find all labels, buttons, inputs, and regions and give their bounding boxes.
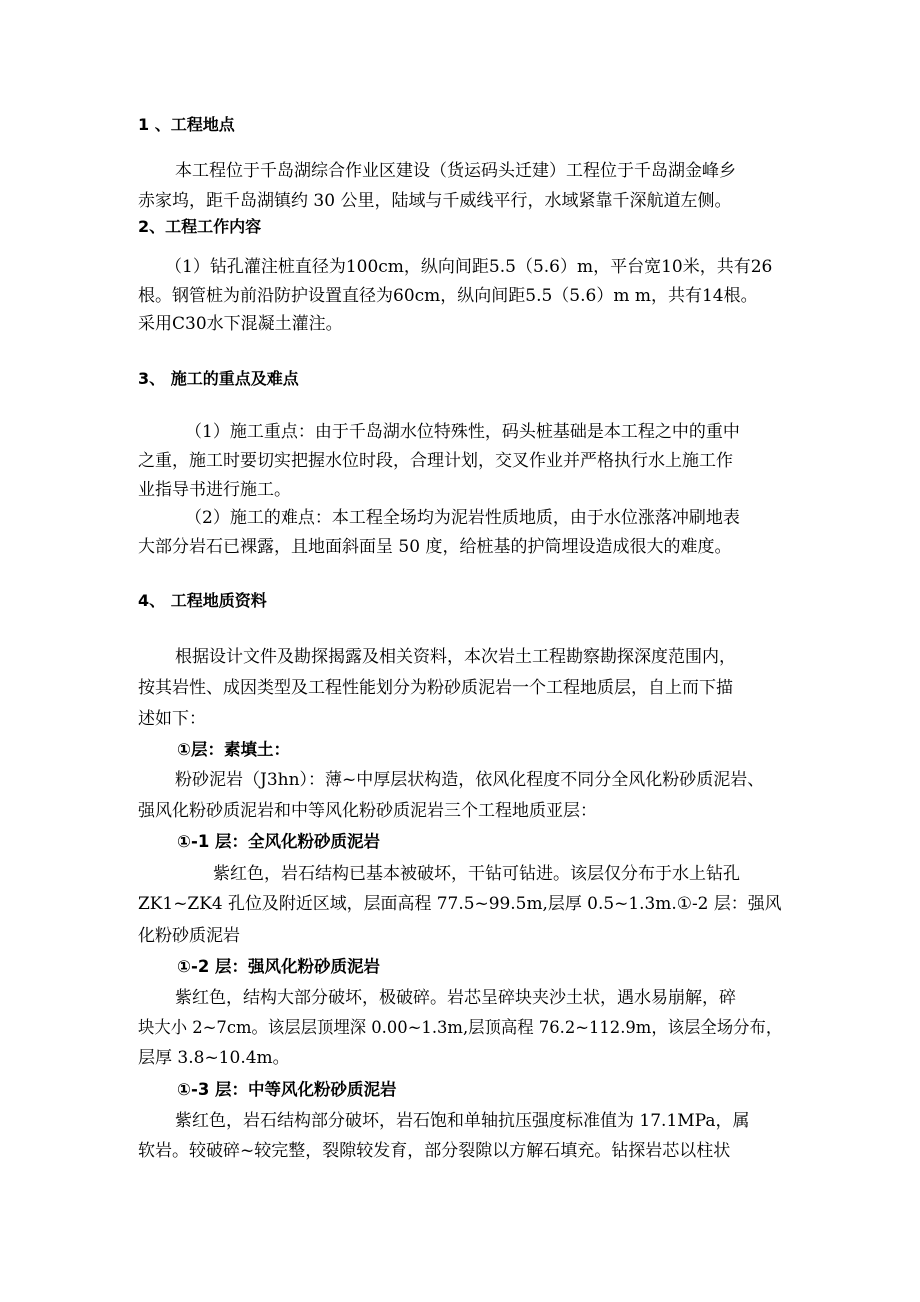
section-4-paragraph-line: 按其岩性、成因类型及工程性能划分为粉砂质泥岩一个工程地质层，自上而下描 [138, 678, 733, 698]
section-4-title: 4、 工程地质资料 [138, 591, 267, 610]
section-4-paragraph-line: 根据设计文件及勘探揭露及相关资料，本次岩土工程勘察勘探深度范围内， [175, 647, 736, 667]
sublayer-1-3-title: ①-3 层：中等风化粉砂质泥岩 [177, 1080, 397, 1099]
sublayer-1-2-title: ①-2 层：强风化粉砂质泥岩 [177, 957, 381, 976]
section-3-paragraph-line: （2）施工的难点：本工程全场均为泥岩性质地质，由于水位涨落冲刷地表 [185, 508, 740, 528]
sublayer-1-1-paragraph-line: 化粉砂质泥岩 [138, 926, 240, 946]
section-2-paragraph-line: 采用C30水下混凝土灌注。 [138, 314, 343, 334]
layer-1-title: ①层：素填土： [177, 740, 290, 759]
section-4-paragraph-line: 述如下： [138, 709, 206, 729]
section-2-paragraph-line: 根。钢管桩为前沿防护设置直径为60cm，纵向间距5.5（5.6）m m，共有14根。 [138, 286, 758, 306]
section-2-paragraph-line: （1）钻孔灌注桩直径为100cm，纵向间距5.5（5.6）m，平台宽10米，共有26 [165, 257, 773, 277]
sublayer-1-2-paragraph-line: 紫红色，结构大部分破坏，极破碎。岩芯呈碎块夹沙土状，遇水易崩解，碎 [175, 988, 736, 1008]
layer-1-paragraph-line: 强风化粉砂质泥岩和中等风化粉砂质泥岩三个工程地质亚层： [138, 801, 597, 821]
section-1-paragraph-line: 赤家坞，距千岛湖镇约 30 公里，陆域与千威线平行，水域紧靠千深航道左侧。 [138, 191, 732, 211]
sublayer-1-1-paragraph-line: ZK1~ZK4 孔位及附近区域，层面高程 77.5~99.5m,层厚 0.5~1.3m.①-2 层：强风 [138, 894, 782, 914]
section-3-paragraph-line: 业指导书进行施工。 [138, 480, 291, 500]
section-3-paragraph-line: （1）施工重点：由于千岛湖水位特殊性，码头桩基础是本工程之中的重中 [185, 422, 740, 442]
section-3-title: 3、 施工的重点及难点 [138, 369, 299, 388]
sublayer-1-1-title: ①-1 层：全风化粉砂质泥岩 [177, 832, 381, 851]
sublayer-1-1-paragraph-line: 紫红色，岩石结构已基本被破坏，干钻可钻进。该层仅分布于水上钻孔 [213, 864, 740, 884]
sublayer-1-3-paragraph-line: 软岩。较破碎~较完整，裂隙较发育，部分裂隙以方解石填充。钻探岩芯以柱状 [138, 1141, 731, 1161]
section-3-paragraph-line: 之重，施工时要切实把握水位时段，合理计划，交叉作业并严格执行水上施工作 [138, 451, 733, 471]
sublayer-1-2-paragraph-line: 层厚 3.8~10.4m。 [138, 1048, 290, 1068]
layer-1-paragraph-line: 粉砂泥岩（J3hn）：薄~中厚层状构造，依风化程度不同分全风化粉砂质泥岩、 [175, 770, 765, 790]
section-3-paragraph-line: 大部分岩石已裸露，且地面斜面呈 50 度，给桩基的护筒埋设造成很大的难度。 [138, 537, 732, 557]
section-2-title: 2、工程工作内容 [138, 217, 262, 236]
sublayer-1-3-paragraph-line: 紫红色，岩石结构部分破坏，岩石饱和单轴抗压强度标准值为 17.1MPa，属 [175, 1111, 750, 1131]
sublayer-1-2-paragraph-line: 块大小 2~7cm。该层层顶埋深 0.00~1.3m,层顶高程 76.2~112.9m，该层全场分布， [138, 1018, 783, 1038]
section-1-paragraph-line: 本工程位于千岛湖综合作业区建设（货运码头迁建）工程位于千岛湖金峰乡 [175, 161, 736, 181]
section-1-title: 1 、工程地点 [138, 115, 235, 134]
